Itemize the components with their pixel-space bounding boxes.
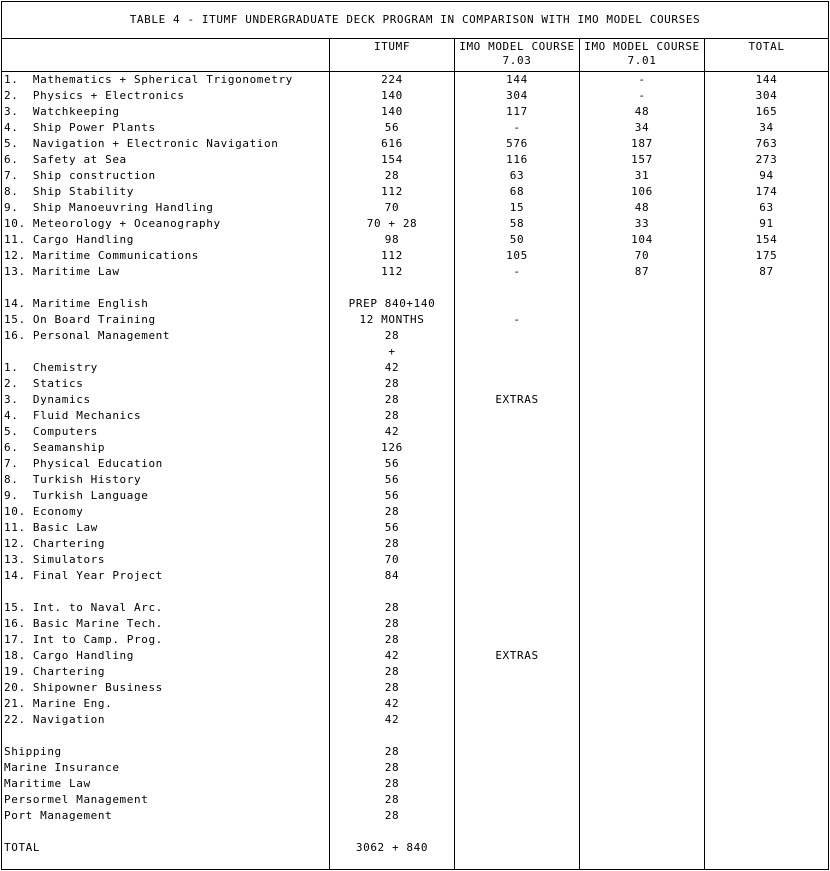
imo-7-03-hours: 58 — [509, 217, 525, 230]
total-hours: 154 — [755, 233, 778, 246]
course-name: 12. Chartering — [4, 537, 106, 550]
imo-7-01-hours: 106 — [631, 185, 653, 198]
table-row — [2, 328, 828, 344]
itumf-hours: 28 — [384, 745, 400, 758]
course-name: Marine Insurance — [4, 761, 120, 774]
itumf-hours: 56 — [384, 521, 400, 534]
itumf-hours: 112 — [381, 185, 403, 198]
course-name: 19. Chartering — [4, 665, 106, 678]
itumf-hours: 28 — [384, 505, 400, 518]
imo-7-01-hours: 33 — [634, 217, 650, 230]
course-name: 2. Physics + Electronics — [4, 89, 185, 102]
itumf-hours: 28 — [384, 393, 400, 406]
itumf-hours: 28 — [384, 377, 400, 390]
table-row — [2, 520, 828, 536]
table-row — [2, 680, 828, 696]
itumf-hours: + — [388, 345, 396, 358]
itumf-hours: 28 — [384, 537, 400, 550]
table-row — [2, 120, 828, 136]
itumf-hours: 3062 + 840 — [355, 841, 429, 854]
course-name: 11. Cargo Handling — [4, 233, 135, 246]
course-name: 20. Shipowner Business — [4, 681, 163, 694]
course-name: 7. Physical Education — [4, 457, 163, 470]
imo-7-03-hours: 15 — [509, 201, 525, 214]
course-name: 5. Computers — [4, 425, 98, 438]
header-total: TOTAL — [748, 40, 785, 53]
imo-7-03-hours: 144 — [506, 73, 528, 86]
course-name: 16. Basic Marine Tech. — [4, 617, 163, 630]
course-name: 8. Turkish History — [4, 473, 142, 486]
table-row — [2, 72, 828, 88]
total-hours: 91 — [759, 217, 774, 230]
course-name: 9. Turkish Language — [4, 489, 149, 502]
course-name: 12. Maritime Communications — [4, 249, 200, 262]
imo-7-01-hours: 104 — [631, 233, 653, 246]
table-row — [2, 536, 828, 552]
course-name: 13. Maritime Law — [4, 265, 120, 278]
itumf-hours: 140 — [381, 89, 403, 102]
table-row — [2, 840, 828, 856]
table-row — [2, 408, 828, 424]
table-row — [2, 824, 828, 840]
table-row — [2, 88, 828, 104]
itumf-hours: 28 — [384, 793, 400, 806]
total-hours: 175 — [755, 249, 778, 262]
itumf-hours: 616 — [381, 137, 403, 150]
table-row — [2, 184, 828, 200]
imo-7-03-hours: 117 — [506, 105, 528, 118]
itumf-hours: 28 — [384, 329, 400, 342]
itumf-hours: 112 — [381, 249, 403, 262]
imo-7-03-hours: 116 — [506, 153, 528, 166]
imo-7-03-hours: EXTRAS — [495, 393, 539, 406]
itumf-hours: 98 — [384, 233, 400, 246]
table-row — [2, 456, 828, 472]
itumf-hours: PREP 840+140 — [348, 297, 436, 310]
course-name: 4. Fluid Mechanics — [4, 409, 142, 422]
comparison-table — [1, 1, 829, 870]
table-row — [2, 344, 828, 360]
imo-7-03-hours: - — [513, 313, 521, 326]
imo-7-03-hours: - — [513, 265, 521, 278]
itumf-hours: 84 — [384, 569, 400, 582]
table-body — [2, 72, 828, 856]
table-row — [2, 696, 828, 712]
itumf-hours: 154 — [381, 153, 403, 166]
itumf-hours: 70 — [384, 201, 400, 214]
total-hours: 63 — [759, 201, 774, 214]
table-row — [2, 632, 828, 648]
total-hours: 763 — [755, 137, 778, 150]
table-row — [2, 440, 828, 456]
course-name: 15. On Board Training — [4, 313, 156, 326]
imo-7-01-hours: 87 — [634, 265, 650, 278]
itumf-hours: 12 MONTHS — [359, 313, 425, 326]
itumf-hours: 140 — [381, 105, 403, 118]
table-row — [2, 472, 828, 488]
table-row — [2, 264, 828, 280]
course-name: Maritime Law — [4, 777, 91, 790]
table-row — [2, 136, 828, 152]
course-name: 8. Ship Stability — [4, 185, 135, 198]
itumf-hours: 126 — [381, 441, 403, 454]
table-row — [2, 744, 828, 760]
imo-7-03-hours: 576 — [506, 137, 528, 150]
itumf-hours: 28 — [384, 633, 400, 646]
course-name: Port Management — [4, 809, 113, 822]
table-title: TABLE 4 - ITUMF UNDERGRADUATE DECK PROGRAM IN COMPARISON WITH IMO MODEL COURSES — [2, 2, 828, 39]
itumf-hours: 56 — [384, 473, 400, 486]
imo-7-01-hours: 48 — [634, 105, 650, 118]
table-row — [2, 584, 828, 600]
table-row — [2, 280, 828, 296]
table-row — [2, 360, 828, 376]
header-itumf: ITUMF — [373, 40, 411, 53]
imo-7-03-hours: 68 — [509, 185, 525, 198]
course-name: 17. Int to Camp. Prog. — [4, 633, 163, 646]
imo-7-03-hours: 50 — [509, 233, 525, 246]
course-name: 5. Navigation + Electronic Navigation — [4, 137, 279, 150]
imo-7-03-hours: - — [513, 121, 521, 134]
itumf-hours: 56 — [384, 121, 400, 134]
table-row — [2, 424, 828, 440]
course-name: 14. Maritime English — [4, 297, 149, 310]
table-row — [2, 712, 828, 728]
header-imo-7-01: IMO MODEL COURSE 7.01 — [584, 40, 700, 67]
itumf-hours: 28 — [384, 809, 400, 822]
course-name: 2. Statics — [4, 377, 84, 390]
table-row — [2, 648, 828, 664]
course-name: Shipping — [4, 745, 62, 758]
imo-7-01-hours: 187 — [631, 137, 653, 150]
table-row — [2, 296, 828, 312]
imo-7-03-hours: 304 — [506, 89, 528, 102]
itumf-hours: 42 — [384, 425, 400, 438]
itumf-hours: 42 — [384, 697, 400, 710]
total-hours: 87 — [759, 265, 774, 278]
imo-7-01-hours: 48 — [634, 201, 650, 214]
itumf-hours: 28 — [384, 617, 400, 630]
table-row — [2, 728, 828, 744]
course-name: 21. Marine Eng. — [4, 697, 113, 710]
total-hours: 174 — [755, 185, 778, 198]
course-name: 13. Simulators — [4, 553, 106, 566]
course-name: 6. Safety at Sea — [4, 153, 127, 166]
course-name: Persormel Management — [4, 793, 149, 806]
course-name: 10. Meteorology + Oceanography — [4, 217, 221, 230]
imo-7-03-hours: EXTRAS — [495, 649, 539, 662]
table-row — [2, 200, 828, 216]
course-name: 11. Basic Law — [4, 521, 98, 534]
table-row — [2, 664, 828, 680]
imo-7-03-hours: 63 — [509, 169, 525, 182]
itumf-hours: 56 — [384, 457, 400, 470]
table-row — [2, 600, 828, 616]
total-hours: 304 — [755, 89, 778, 102]
course-name: 22. Navigation — [4, 713, 106, 726]
course-name: 18. Cargo Handling — [4, 649, 135, 662]
header-imo-7-03: IMO MODEL COURSE 7.03 — [459, 40, 575, 67]
course-name: 4. Ship Power Plants — [4, 121, 156, 134]
course-name: 1. Chemistry — [4, 361, 98, 374]
table-row — [2, 616, 828, 632]
course-name: 7. Ship construction — [4, 169, 156, 182]
table-row — [2, 312, 828, 328]
course-name: 3. Dynamics — [4, 393, 91, 406]
table-row — [2, 488, 828, 504]
table-row — [2, 792, 828, 808]
table-row — [2, 808, 828, 824]
table-row — [2, 104, 828, 120]
table-row — [2, 168, 828, 184]
table-row — [2, 760, 828, 776]
table-row — [2, 232, 828, 248]
table-row — [2, 248, 828, 264]
itumf-hours: 112 — [381, 265, 403, 278]
course-name: 1. Mathematics + Spherical Trigonometry — [4, 73, 293, 86]
course-name: 10. Economy — [4, 505, 84, 518]
itumf-hours: 28 — [384, 409, 400, 422]
table-row — [2, 504, 828, 520]
imo-7-01-hours: 70 — [634, 249, 650, 262]
imo-7-01-hours: - — [638, 73, 646, 86]
itumf-hours: 224 — [381, 73, 403, 86]
table-row — [2, 376, 828, 392]
imo-7-01-hours: 31 — [634, 169, 650, 182]
course-name: 14. Final Year Project — [4, 569, 163, 582]
imo-7-01-hours: 34 — [634, 121, 650, 134]
table-row — [2, 216, 828, 232]
itumf-hours: 70 + 28 — [366, 217, 418, 230]
table-row — [2, 776, 828, 792]
itumf-hours: 28 — [384, 169, 400, 182]
course-name: 15. Int. to Naval Arc. — [4, 601, 163, 614]
course-name: 6. Seamanship — [4, 441, 106, 454]
course-name: 16. Personal Management — [4, 329, 171, 342]
table-row — [2, 152, 828, 168]
total-hours: 144 — [755, 73, 778, 86]
imo-7-03-hours: 105 — [506, 249, 528, 262]
table-row — [2, 552, 828, 568]
itumf-hours: 28 — [384, 601, 400, 614]
itumf-hours: 28 — [384, 777, 400, 790]
itumf-hours: 70 — [384, 553, 400, 566]
itumf-hours: 42 — [384, 361, 400, 374]
course-name: TOTAL — [4, 841, 41, 854]
total-hours: 34 — [759, 121, 774, 134]
course-name: 9. Ship Manoeuvring Handling — [4, 201, 214, 214]
table-row — [2, 392, 828, 408]
itumf-hours: 28 — [384, 761, 400, 774]
total-hours: 273 — [755, 153, 778, 166]
course-name: 3. Watchkeeping — [4, 105, 120, 118]
itumf-hours: 42 — [384, 713, 400, 726]
imo-7-01-hours: - — [638, 89, 646, 102]
total-hours: 165 — [755, 105, 778, 118]
itumf-hours: 28 — [384, 681, 400, 694]
itumf-hours: 56 — [384, 489, 400, 502]
table-row — [2, 568, 828, 584]
total-hours: 94 — [759, 169, 774, 182]
itumf-hours: 42 — [384, 649, 400, 662]
itumf-hours: 28 — [384, 665, 400, 678]
imo-7-01-hours: 157 — [631, 153, 653, 166]
